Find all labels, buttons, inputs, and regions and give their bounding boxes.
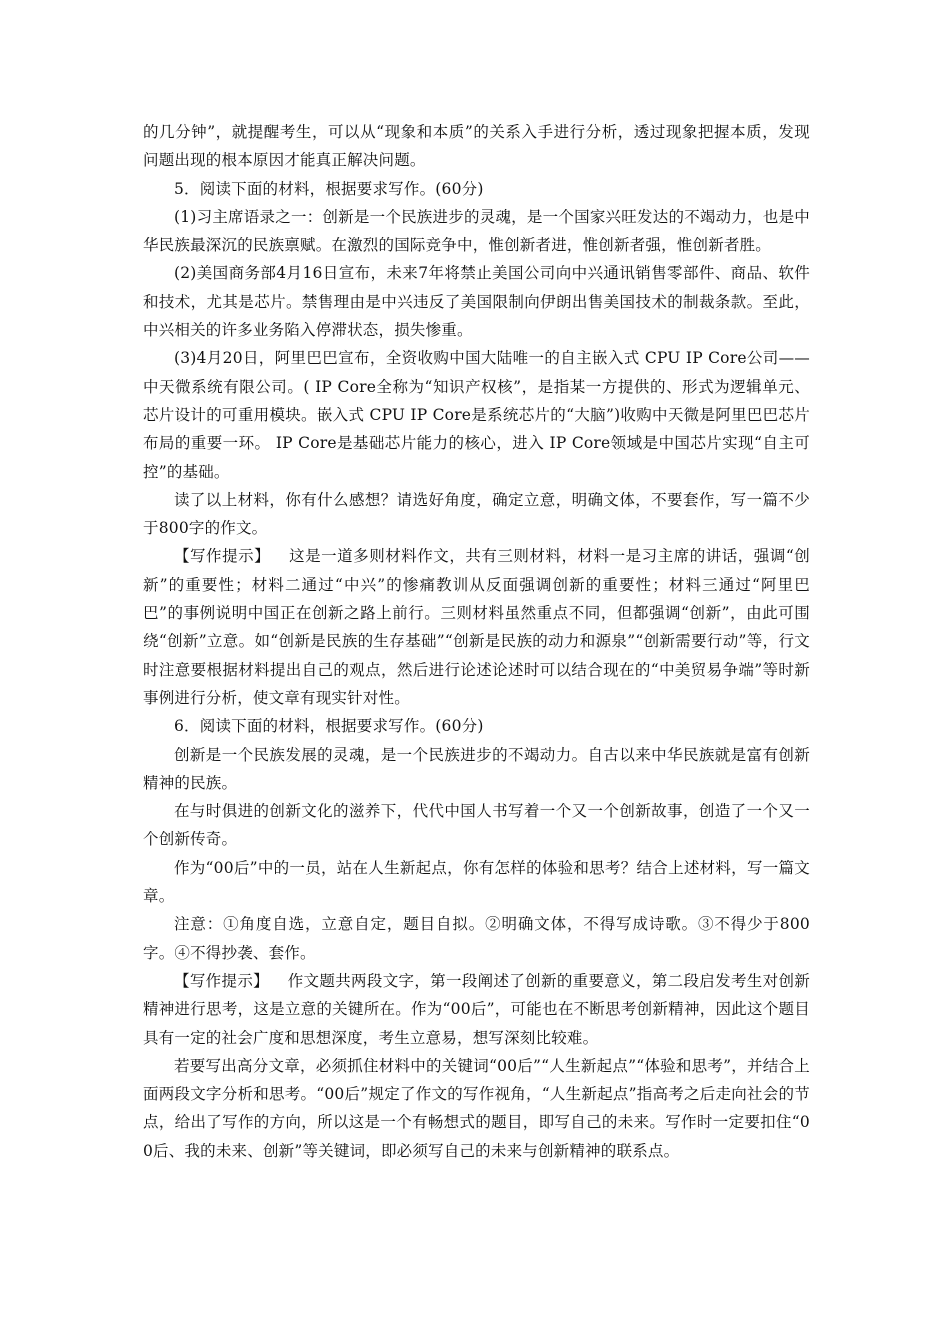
question-6-heading: 6．阅读下面的材料，根据要求写作。(60分): [174, 717, 484, 736]
question-6-notes: 注意：①角度自选，立意自定，题目自拟。②明确文体，不得写成诗歌。③不得少于800字。④不得抄袭、套作。: [143, 915, 810, 962]
writing-tip-text: 这是一道多则材料作文，共有三则材料，材料一是习主席的讲话，强调“创新”的重要性；材料二通过“中兴”的惨痛教训从反面强调创新的重要性；材料三通过“阿里巴巴”的事例说明中国正在创新之路上前行。三则材料虽然重点不同，但都强调“创新”，由此可围绕“创新”立意。如“创新是民族的生存基础”“创新是民族的动力和源泉”“创新需要行动”等，行文时注意要根据材料提出自己的观点，然后进行论述论述时可以结合现在的“中美贸易争端”等时新事例进行分析，使文章有现实针对性。: [143, 547, 810, 707]
writing-tip-6: [143, 967, 810, 1052]
writing-tip-label: 【写作提示】: [174, 547, 271, 566]
material-2: (2)美国商务部4月16日宣布，未来7年将禁止美国公司向中兴通讯销售零部件、商品、软件和技术，尤其是芯片。禁售理由是中兴违反了美国限制向伊朗出售美国技术的制裁条款。至此，中兴相关的许多业务陷入停滞状态，损失惨重。: [143, 264, 810, 340]
writing-tip-label: 【写作提示】: [174, 971, 269, 990]
question-6-material-1: 创新是一个民族发展的灵魂，是一个民族进步的不竭动力。自古以来中华民族就是富有创新精神的民族。: [143, 745, 810, 792]
material-3: (3)4月20日，阿里巴巴宣布，全资收购中国大陆唯一的自主嵌入式 CPU IP Core公司——中天微系统有限公司。( IP Core全称为“知识产权核”，是指某一方提供的、形式为逻辑单元、芯片设计的可重用模块。嵌入式 CPU IP Core是系统芯片的“大脑”)收购中天微是阿里巴巴芯片布局的重要一环。 IP Core是基础芯片能力的核心，进入 IP Core领域是中国芯片实现“自主可控”的基础。: [143, 349, 810, 481]
question-5-heading: 5．阅读下面的材料，根据要求写作。(60分): [174, 179, 484, 198]
paragraph-continuation: 的几分钟”，就提醒考生，可以从“现象和本质”的关系入手进行分析，透过现象把握本质，发现问题出现的根本原因才能真正解决问题。: [143, 123, 810, 170]
writing-tip-text: 作文题共两段文字，第一段阐述了创新的重要意义，第二段启发考生对创新精神进行思考，这是立意的关键所在。作为“00后”，可能也在不断思考创新精神，因此这个题目具有一定的社会广度和思想深度，考生立意易，想写深刻比较难。: [143, 971, 810, 1047]
document-page: [143, 118, 810, 1165]
question-5-instruction: 读了以上材料，你有什么感想？请选好角度，确定立意，明确文体，不要套作，写一篇不少于800字的作文。: [143, 490, 810, 538]
question-6-material-2: 在与时俱进的创新文化的滋养下，代代中国人书写着一个又一个创新故事，创造了一个又一个创新传奇。: [143, 802, 810, 849]
writing-tip-6-continued: 若要写出高分文章，必须抓住材料中的关键词“00后”“人生新起点”“体验和思考”，并结合上面两段文字分析和思考。“00后”规定了作文的写作视角，“人生新起点”指高考之后走向社会的节点，给出了写作的方向，所以这是一个有畅想式的题目，即写自己的未来。写作时一定要扣住“00后、我的未来、创新”等关键词，即必须写自己的未来与创新精神的联系点。: [143, 1056, 810, 1160]
writing-tip-5: [143, 542, 810, 712]
question-6-prompt: 作为“00后”中的一员，站在人生新起点，你有怎样的体验和思考？结合上述材料，写一篇文章。: [143, 858, 810, 906]
material-1: (1)习主席语录之一：创新是一个民族进步的灵魂，是一个国家兴旺发达的不竭动力，也是中华民族最深沉的民族禀赋。在激烈的国际竞争中，惟创新者进，惟创新者强，惟创新者胜。: [143, 207, 810, 255]
